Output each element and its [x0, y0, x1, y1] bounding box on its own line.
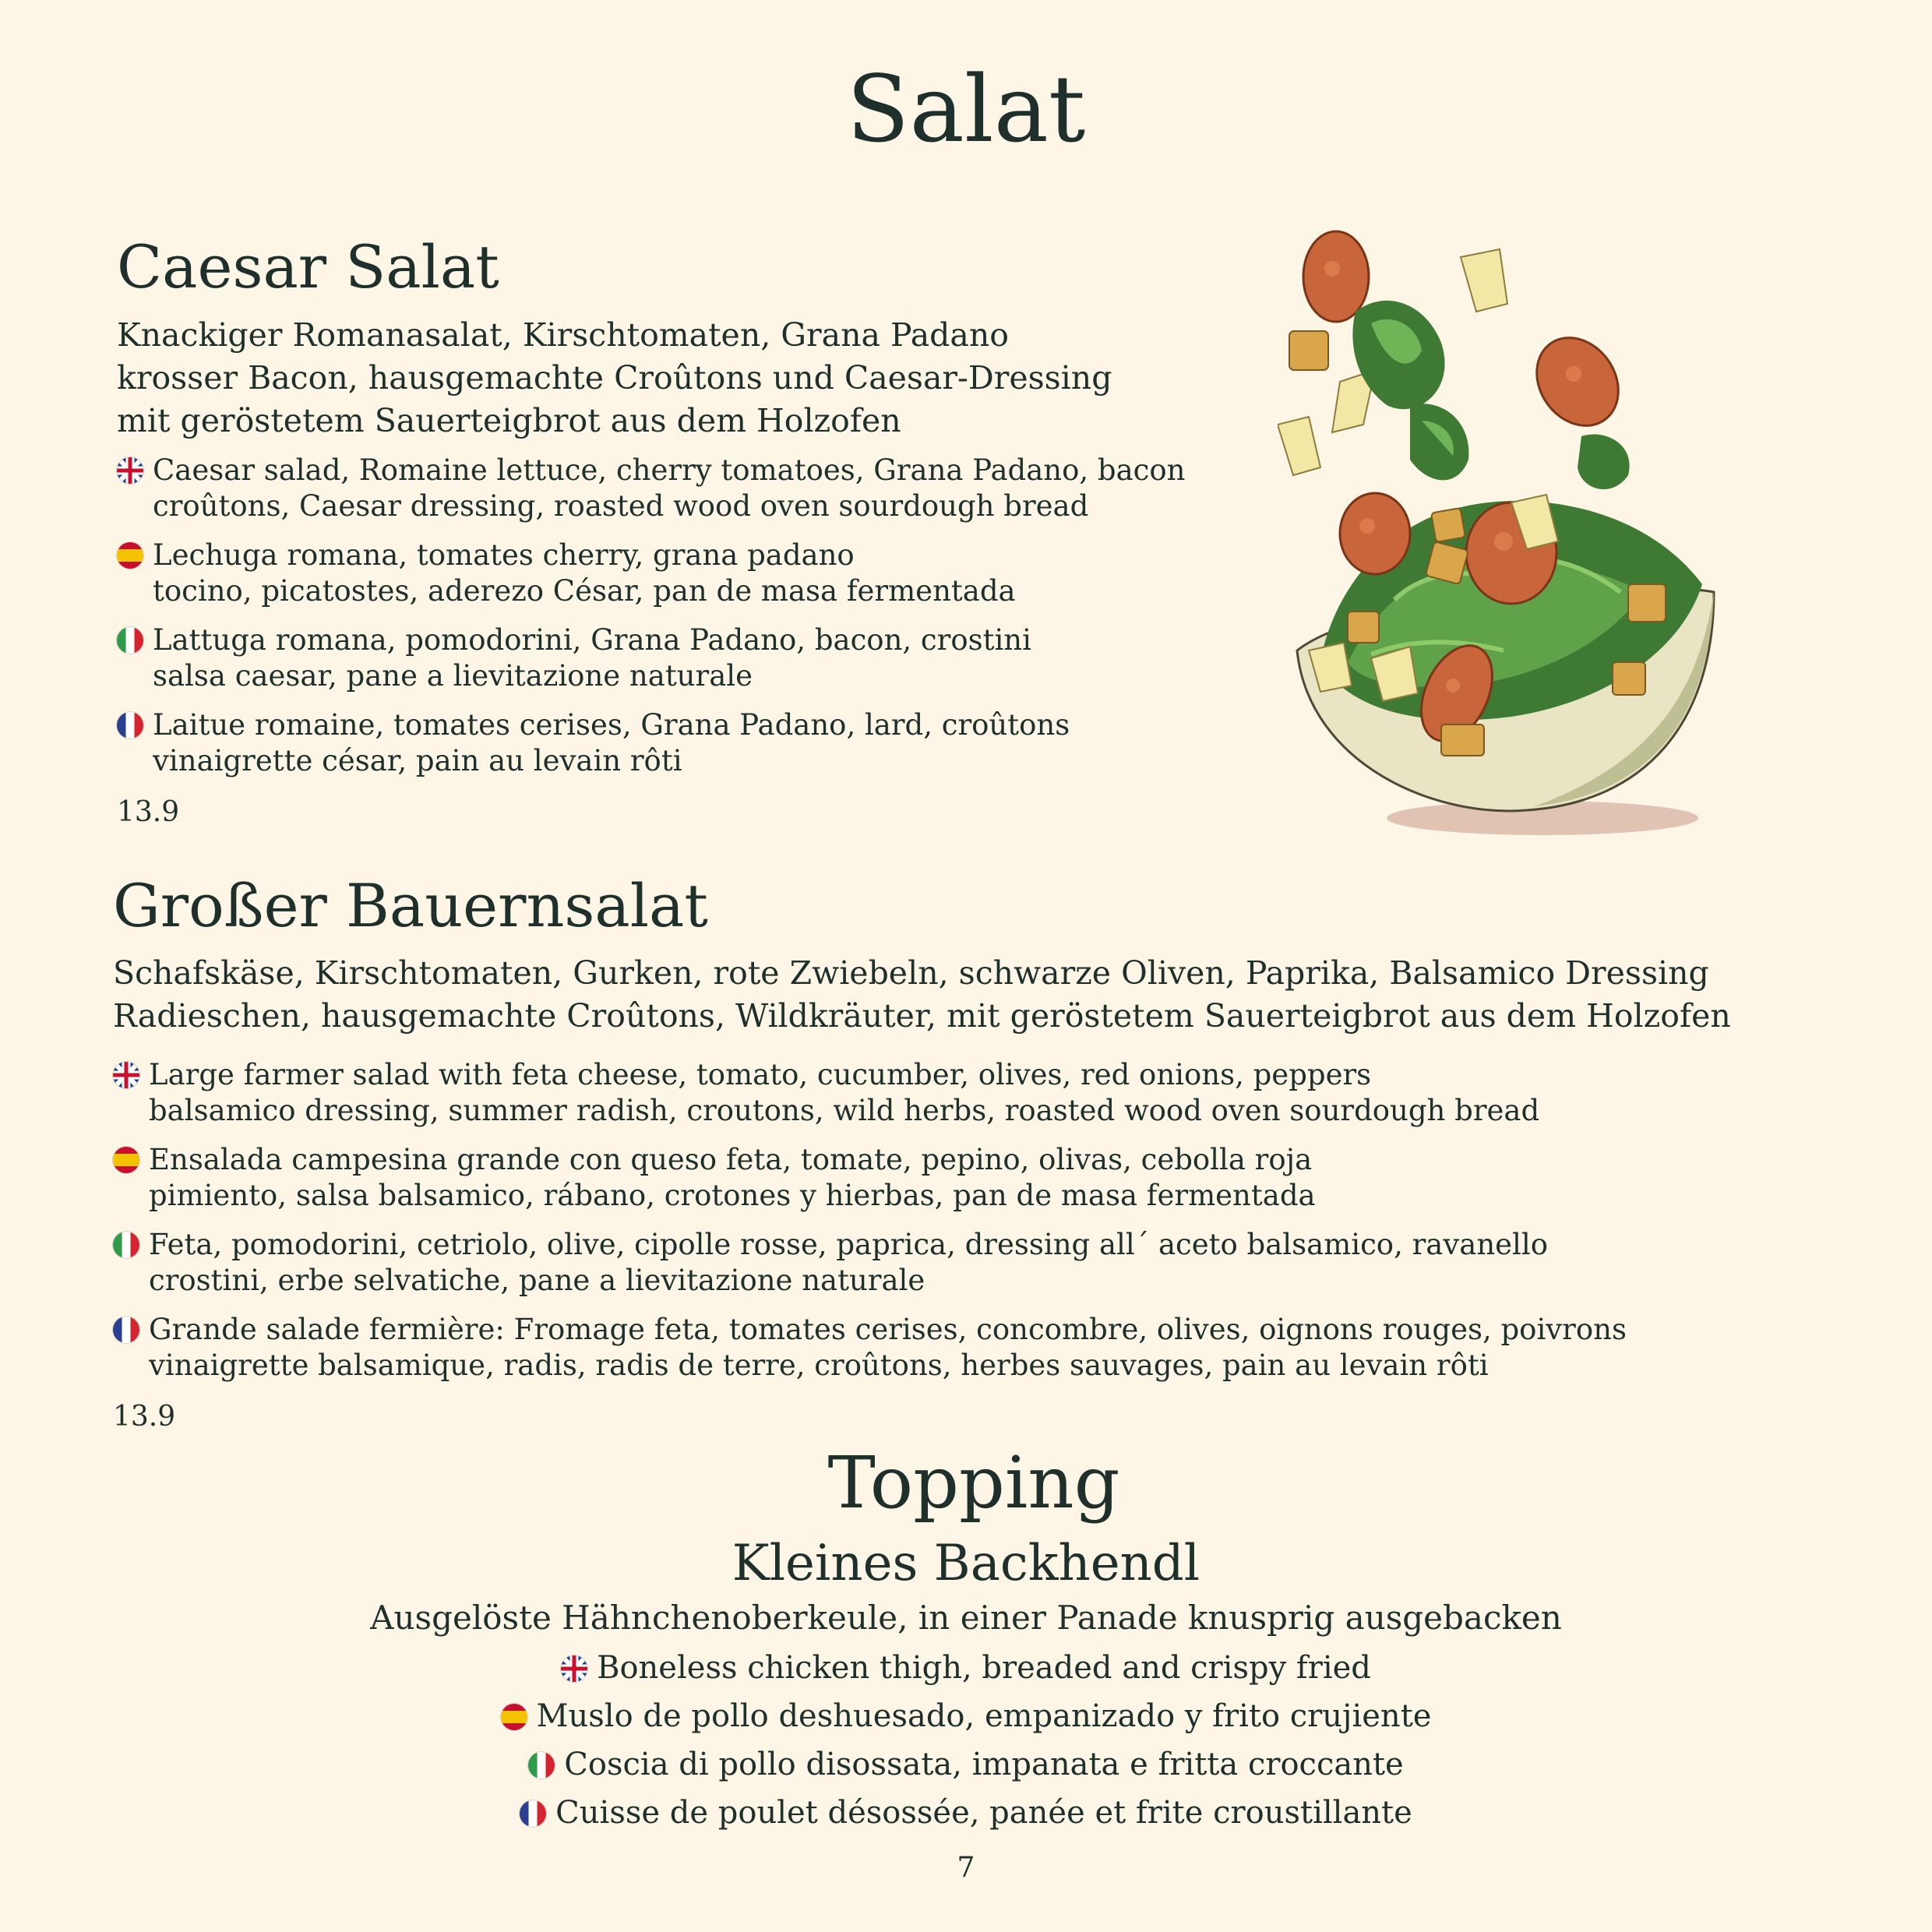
- spain-flag-icon: [117, 542, 143, 569]
- farmer-description-line: Radieschen, hausgemachte Croûtons, Wildkräuter, mit geröstetem Sauerteigbrot aus dem Holzofen: [113, 997, 1731, 1035]
- topping-heading: Topping: [827, 1441, 1120, 1525]
- farmer-translation-it: [113, 1227, 1548, 1299]
- translation-line: Muslo de pollo deshuesado, empanizado y frito crujiente: [536, 1698, 1432, 1734]
- translation-line: Lattuga romana, pomodorini, Grana Padano, bacon, crostini: [153, 623, 1031, 657]
- translation-line: Caesar salad, Romaine lettuce, cherry tomatoes, Grana Padano, bacon: [153, 453, 1186, 487]
- farmer-translation-fr: [113, 1312, 1627, 1384]
- translation-line: pimiento, salsa balsamico, rábano, crotones y hierbas, pan de masa fermentada: [149, 1179, 1316, 1212]
- translation-line: Cuisse de poulet désossée, panée et frite croustillante: [555, 1795, 1412, 1831]
- translation-line: balsamico dressing, summer radish, croutons, wild herbs, roasted wood oven sourdough bread: [149, 1094, 1540, 1127]
- caesar-translation-fr: [117, 707, 1070, 779]
- uk-flag-icon: [117, 457, 143, 484]
- translation-line: Laitue romaine, tomates cerises, Grana Padano, lard, croûtons: [153, 708, 1070, 742]
- translation-line: crostini, erbe selvatiche, pane a lievitazione naturale: [149, 1264, 925, 1297]
- topping-translation-fr: [0, 1793, 1932, 1832]
- france-flag-icon: [117, 712, 143, 739]
- translation-line: Feta, pomodorini, cetriolo, olive, cipolle rosse, paprica, dressing all´ aceto balsamico, ravanello: [149, 1228, 1548, 1261]
- spain-flag-icon: [501, 1704, 527, 1730]
- translation-line: croûtons, Caesar dressing, roasted wood oven sourdough bread: [153, 489, 1089, 523]
- caesar-translation-en: [117, 453, 1185, 524]
- caesar-salad-bowl-illustration: [1278, 226, 1729, 849]
- translation-line: Ensalada campesina grande con queso feta, tomate, pepino, olivas, cebolla roja: [149, 1143, 1313, 1176]
- caesar-description-line: krosser Bacon, hausgemachte Croûtons und Caesar-Dressing: [117, 359, 1112, 397]
- topping-translation-es: [0, 1697, 1932, 1736]
- farmer-salad-price: 13.9: [113, 1401, 176, 1433]
- caesar-salad-description: [117, 314, 1112, 442]
- translation-line: Coscia di pollo disossata, impanata e fritta croccante: [564, 1747, 1404, 1782]
- caesar-translation-es: [117, 538, 1016, 609]
- topping-translation-en: [0, 1648, 1932, 1687]
- italy-flag-icon: [117, 627, 143, 654]
- farmer-description-line: Schafskäse, Kirschtomaten, Gurken, rote Zwiebeln, schwarze Oliven, Paprika, Balsamico Dressing: [113, 954, 1709, 992]
- caesar-description-line: mit geröstetem Sauerteigbrot aus dem Holzofen: [117, 402, 901, 439]
- translation-line: Grande salade fermière: Fromage feta, tomates cerises, concombre, olives, oignons rouges, poivrons: [149, 1313, 1627, 1346]
- spain-flag-icon: [113, 1147, 139, 1173]
- uk-flag-icon: [113, 1062, 139, 1088]
- caesar-salad-title: Caesar Salat: [117, 232, 499, 301]
- page-title: Salat: [846, 55, 1086, 163]
- topping-description: Ausgelöste Hähnchenoberkeule, in einer Panade knusprig ausgebacken: [370, 1599, 1562, 1637]
- translation-line: Boneless chicken thigh, breaded and crispy fried: [597, 1650, 1371, 1686]
- topping-translation-it: [0, 1745, 1932, 1784]
- translation-line: salsa caesar, pane a lievitazione naturale: [153, 659, 753, 693]
- italy-flag-icon: [528, 1752, 555, 1779]
- translation-line: Lechuga romana, tomates cherry, grana padano: [153, 538, 855, 572]
- translation-line: Large farmer salad with feta cheese, tomato, cucumber, olives, red onions, peppers: [149, 1058, 1372, 1091]
- caesar-salad-price: 13.9: [117, 796, 180, 828]
- france-flag-icon: [520, 1800, 546, 1827]
- caesar-translation-it: [117, 622, 1031, 694]
- page-number: 7: [957, 1852, 975, 1884]
- farmer-salad-title: Großer Bauernsalat: [113, 871, 708, 940]
- farmer-translation-en: [113, 1057, 1539, 1129]
- uk-flag-icon: [561, 1655, 587, 1682]
- caesar-description-line: Knackiger Romanasalat, Kirschtomaten, Grana Padano: [117, 316, 1009, 354]
- farmer-salad-description: [113, 952, 1731, 1038]
- france-flag-icon: [113, 1317, 139, 1343]
- farmer-translation-es: [113, 1142, 1316, 1214]
- italy-flag-icon: [113, 1232, 139, 1258]
- translation-line: tocino, picatostes, aderezo César, pan de masa fermentada: [153, 574, 1016, 608]
- translation-line: vinaigrette césar, pain au levain rôti: [153, 744, 682, 777]
- translation-line: vinaigrette balsamique, radis, radis de terre, croûtons, herbes sauvages, pain au levain rôti: [149, 1349, 1489, 1382]
- topping-item-title: Kleines Backhendl: [732, 1535, 1200, 1592]
